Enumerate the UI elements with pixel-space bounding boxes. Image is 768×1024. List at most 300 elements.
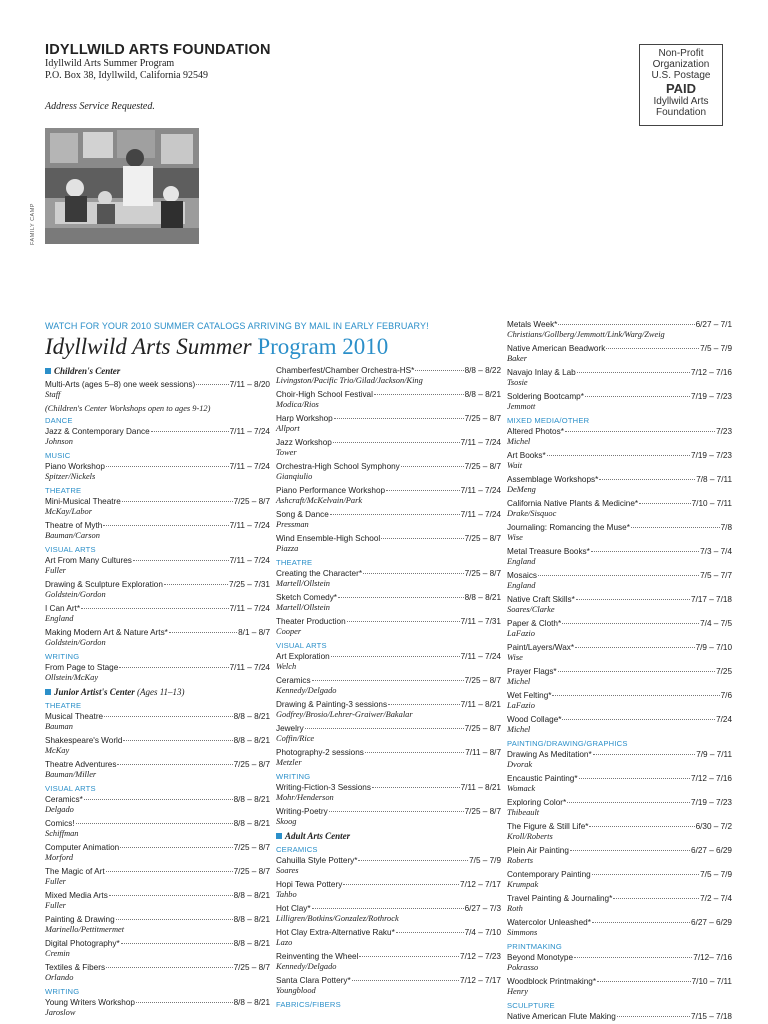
course-instructors: Skoog bbox=[276, 817, 297, 826]
course-entry bbox=[45, 462, 270, 482]
course-instructors: Michel bbox=[507, 725, 531, 734]
course-entry bbox=[276, 748, 501, 768]
dot-leader bbox=[589, 826, 694, 827]
course-dates: 7/11 – 7/24 bbox=[460, 438, 501, 447]
course-entry bbox=[507, 475, 732, 495]
course-dates: 7/17 – 7/18 bbox=[691, 595, 732, 604]
course-dates: 7/5 – 7/9 bbox=[469, 856, 501, 865]
course-title: Beyond Monotype bbox=[507, 953, 573, 962]
dot-leader bbox=[575, 647, 695, 648]
course-instructors: Lazo bbox=[276, 938, 293, 947]
course-dates: 6/30 – 7/2 bbox=[695, 822, 732, 831]
category-heading: MIXED MEDIA/OTHER bbox=[507, 416, 590, 425]
dot-leader bbox=[76, 823, 233, 824]
course-dates: 7/12 – 7/17 bbox=[460, 880, 501, 889]
dot-leader bbox=[552, 695, 719, 696]
course-entry bbox=[45, 963, 270, 983]
course-dates: 7/5 – 7/9 bbox=[700, 870, 732, 879]
course-dates: 8/8 – 8/21 bbox=[233, 915, 270, 924]
course-dates: 7/11 – 8/21 bbox=[460, 783, 501, 792]
course-dates: 7/11 – 7/24 bbox=[460, 486, 501, 495]
course-instructors: Kennedy/Delgado bbox=[276, 686, 337, 695]
postage-line: Organization bbox=[652, 59, 710, 70]
course-dates: 7/19 – 7/23 bbox=[691, 392, 732, 401]
dot-leader bbox=[538, 575, 699, 576]
dot-leader bbox=[396, 932, 464, 933]
postage-line: U.S. Postage bbox=[651, 70, 711, 81]
course-entry bbox=[276, 904, 501, 924]
dot-leader bbox=[120, 847, 232, 848]
dot-leader bbox=[106, 871, 233, 872]
dot-leader bbox=[330, 514, 460, 515]
category-heading: PRINTMAKING bbox=[507, 942, 562, 951]
course-dates: 7/12 – 7/16 bbox=[691, 774, 732, 783]
course-entry bbox=[507, 320, 732, 340]
course-entry bbox=[45, 736, 270, 756]
course-instructors: Cooper bbox=[276, 627, 302, 636]
course-instructors: Christians/Gollberg/Jemmott/Link/Warg/Zweig bbox=[507, 330, 665, 339]
dot-leader bbox=[358, 860, 468, 861]
course-instructors: Delgado bbox=[45, 805, 74, 814]
dot-leader bbox=[565, 431, 715, 432]
category-heading: THEATRE bbox=[45, 701, 82, 710]
course-instructors: DeMeng bbox=[507, 485, 536, 494]
course-dates: 7/11 – 7/24 bbox=[460, 510, 501, 519]
course-instructors: Bauman/Miller bbox=[45, 770, 97, 779]
course-title: Creating the Character* bbox=[276, 569, 363, 578]
course-title: Writing-Poetry bbox=[276, 807, 328, 816]
title-part: Idyllwild Arts Summer bbox=[45, 334, 258, 359]
org-name: IDYLLWILD ARTS FOUNDATION bbox=[45, 42, 271, 58]
dot-leader bbox=[567, 802, 690, 803]
course-dates: 7/25 – 7/31 bbox=[229, 580, 270, 589]
dot-leader bbox=[84, 799, 233, 800]
course-entry bbox=[276, 856, 501, 876]
photo-credit: FAMILY CAMP bbox=[30, 203, 36, 245]
course-title: Jazz Workshop bbox=[276, 438, 332, 447]
course-entry bbox=[276, 783, 501, 803]
dot-leader bbox=[617, 1016, 690, 1017]
category-heading: SCULPTURE bbox=[507, 1001, 555, 1010]
course-entry bbox=[45, 628, 270, 648]
dot-leader bbox=[334, 418, 464, 419]
course-instructors: England bbox=[45, 614, 74, 623]
section-marker bbox=[276, 833, 282, 839]
dot-leader bbox=[123, 740, 232, 741]
course-title: Jazz & Contemporary Dance bbox=[45, 427, 150, 436]
course-dates: 7/6 bbox=[720, 691, 732, 700]
section-heading bbox=[276, 831, 350, 841]
dot-leader bbox=[401, 466, 464, 467]
course-dates: 7/4 – 7/5 bbox=[700, 619, 732, 628]
dot-leader bbox=[386, 490, 460, 491]
course-instructors: Dvorak bbox=[507, 760, 533, 769]
course-entry bbox=[45, 521, 270, 541]
section-note: (Children's Center Workshops open to ages 9-12) bbox=[45, 404, 211, 413]
course-entry bbox=[276, 569, 501, 589]
course-instructors: Allport bbox=[276, 424, 300, 433]
catalog-banner: WATCH FOR YOUR 2010 SUMMER CATALOGS ARRIVING BY MAIL IN EARLY FEBRUARY! bbox=[45, 321, 429, 331]
course-instructors: Youngblood bbox=[276, 986, 316, 995]
dot-leader bbox=[388, 704, 460, 705]
course-instructors: Krumpak bbox=[507, 880, 539, 889]
dot-leader bbox=[329, 811, 464, 812]
course-title: Drawing & Painting-3 sessions bbox=[276, 700, 388, 709]
course-title: Musical Theatre bbox=[45, 712, 104, 721]
dot-leader bbox=[592, 922, 690, 923]
course-entry bbox=[45, 497, 270, 517]
course-dates: 7/25 – 8/7 bbox=[464, 414, 501, 423]
dot-leader bbox=[613, 898, 699, 899]
dot-leader bbox=[106, 466, 229, 467]
course-dates: 7/25 – 8/7 bbox=[464, 724, 501, 733]
course-instructors: Goldstein/Gordon bbox=[45, 590, 106, 599]
course-dates: 7/25 – 8/7 bbox=[233, 867, 270, 876]
course-dates: 7/25 – 8/7 bbox=[464, 569, 501, 578]
category-heading: WRITING bbox=[45, 987, 80, 996]
dot-leader bbox=[359, 956, 459, 957]
course-title: Altered Photos* bbox=[507, 427, 564, 436]
course-instructors: Marinello/Pettitmermet bbox=[45, 925, 125, 934]
course-title: Cahuilla Style Pottery* bbox=[276, 856, 358, 865]
course-title: Piano Performance Workshop bbox=[276, 486, 386, 495]
course-title: Watercolor Unleashed* bbox=[507, 918, 591, 927]
course-instructors: Staff bbox=[45, 390, 61, 399]
course-title: Prayer Flags* bbox=[507, 667, 557, 676]
course-dates: 7/25 bbox=[716, 667, 732, 676]
category-heading: VISUAL ARTS bbox=[45, 784, 96, 793]
course-instructors: Fuller bbox=[45, 901, 66, 910]
course-title: Encaustic Painting* bbox=[507, 774, 578, 783]
dot-leader bbox=[606, 348, 699, 349]
course-instructors: Fuller bbox=[45, 877, 66, 886]
course-entry bbox=[45, 867, 270, 887]
course-entry bbox=[507, 715, 732, 735]
category-heading: MUSIC bbox=[45, 451, 71, 460]
course-entry bbox=[507, 344, 732, 364]
section-title: Children's Center bbox=[54, 366, 121, 376]
course-instructors: Kennedy/Delgado bbox=[276, 962, 337, 971]
course-dates: 7/25 – 8/7 bbox=[464, 807, 501, 816]
course-dates: 7/11 – 7/24 bbox=[229, 462, 270, 471]
course-entry bbox=[276, 366, 501, 386]
postage-footer: Idyllwild Arts bbox=[653, 96, 709, 107]
course-dates: 6/27 – 6/29 bbox=[691, 918, 732, 927]
course-instructors: Wait bbox=[507, 461, 523, 470]
course-title: I Can Art* bbox=[45, 604, 81, 613]
course-title: Chamberfest/Chamber Orchestra-HS* bbox=[276, 366, 415, 375]
dot-leader bbox=[599, 479, 695, 480]
course-entry bbox=[45, 998, 270, 1018]
course-title: Multi-Arts (ages 5–8) one week sessions) bbox=[45, 380, 196, 389]
course-instructors: Baker bbox=[507, 354, 527, 363]
course-entry bbox=[507, 1012, 732, 1022]
course-entry bbox=[507, 595, 732, 615]
course-entry bbox=[507, 774, 732, 794]
course-title: Wind Ensemble-High School bbox=[276, 534, 381, 543]
course-dates: 8/8 – 8/21 bbox=[233, 712, 270, 721]
course-title: Harp Workshop bbox=[276, 414, 333, 423]
course-instructors: England bbox=[507, 557, 536, 566]
course-instructors: Morford bbox=[45, 853, 74, 862]
course-entry bbox=[507, 427, 732, 447]
course-entry bbox=[276, 390, 501, 410]
dot-leader bbox=[558, 324, 694, 325]
course-entry bbox=[276, 438, 501, 458]
course-entry bbox=[276, 486, 501, 506]
org-line: Idyllwild Arts Summer Program bbox=[45, 58, 175, 69]
course-title: The Magic of Art bbox=[45, 867, 105, 876]
course-dates: 7/11 – 7/31 bbox=[460, 617, 501, 626]
section-aside: (Ages 11–13) bbox=[136, 687, 185, 697]
course-title: Song & Dance bbox=[276, 510, 329, 519]
course-title: Navajo Inlay & Lab bbox=[507, 368, 576, 377]
course-entry bbox=[276, 807, 501, 827]
course-entry bbox=[45, 760, 270, 780]
course-title: Choir-High School Festival bbox=[276, 390, 373, 399]
course-dates: 7/15 – 7/18 bbox=[691, 1012, 732, 1021]
postage-paid: PAID bbox=[665, 81, 697, 96]
course-dates: 7/11 – 7/24 bbox=[229, 556, 270, 565]
dot-leader bbox=[562, 623, 699, 624]
course-entry bbox=[276, 510, 501, 530]
course-entry bbox=[276, 976, 501, 996]
category-heading: DANCE bbox=[45, 416, 73, 425]
course-entry bbox=[507, 846, 732, 866]
dot-leader bbox=[121, 943, 233, 944]
category-heading: WRITING bbox=[45, 652, 80, 661]
course-entry bbox=[276, 928, 501, 948]
course-entry bbox=[45, 939, 270, 959]
course-dates: 7/8 bbox=[720, 523, 732, 532]
category-heading: PAINTING/DRAWING/GRAPHICS bbox=[507, 739, 628, 748]
course-entry bbox=[45, 712, 270, 732]
course-instructors: Pressman bbox=[276, 520, 309, 529]
course-title: Plein Air Painting bbox=[507, 846, 569, 855]
course-dates: 7/5 – 7/7 bbox=[700, 571, 732, 580]
course-title: Art Books* bbox=[507, 451, 546, 460]
course-dates: 7/24 bbox=[716, 715, 732, 724]
course-dates: 7/11 – 8/20 bbox=[229, 380, 270, 389]
dot-leader bbox=[372, 787, 460, 788]
course-dates: 7/11 – 7/24 bbox=[229, 663, 270, 672]
course-title: Orchestra-High School Symphony bbox=[276, 462, 400, 471]
course-entry bbox=[507, 547, 732, 567]
course-entry bbox=[507, 894, 732, 914]
course-dates: 7/25 – 8/7 bbox=[233, 963, 270, 972]
course-title: Comics! bbox=[45, 819, 75, 828]
course-title: Paper & Cloth* bbox=[507, 619, 562, 628]
course-instructors: Michel bbox=[507, 437, 531, 446]
course-entry bbox=[276, 652, 501, 672]
course-title: Native American Flute Making bbox=[507, 1012, 616, 1021]
course-title: From Page to Stage bbox=[45, 663, 119, 672]
course-entry bbox=[45, 556, 270, 576]
course-instructors: Metzler bbox=[276, 758, 302, 767]
dot-leader bbox=[347, 621, 460, 622]
course-instructors: Soares bbox=[276, 866, 299, 875]
section-title: Junior Artist's Center bbox=[54, 687, 135, 697]
course-entry bbox=[276, 676, 501, 696]
course-instructors: Womack bbox=[507, 784, 536, 793]
course-title: Paint/Layers/Wax* bbox=[507, 643, 575, 652]
dot-leader bbox=[593, 754, 696, 755]
course-entry bbox=[45, 663, 270, 683]
course-instructors: Michel bbox=[507, 677, 531, 686]
course-title: Metal Treasure Books* bbox=[507, 547, 590, 556]
course-dates: 7/11 – 7/24 bbox=[229, 521, 270, 530]
course-title: Soldering Bootcamp* bbox=[507, 392, 584, 401]
course-instructors: Gianqiulio bbox=[276, 472, 313, 481]
course-title: Digital Photography* bbox=[45, 939, 120, 948]
course-dates: 7/25 – 8/7 bbox=[233, 760, 270, 769]
dot-leader bbox=[547, 455, 690, 456]
course-entry bbox=[45, 843, 270, 863]
course-instructors: Tsosie bbox=[507, 378, 528, 387]
course-instructors: Spitzer/Nickels bbox=[45, 472, 96, 481]
course-instructors: LaFazio bbox=[507, 629, 535, 638]
category-heading: CERAMICS bbox=[276, 845, 318, 854]
course-title: Sketch Comedy* bbox=[276, 593, 337, 602]
course-dates: 7/12 – 7/17 bbox=[460, 976, 501, 985]
course-title: Drawing & Sculpture Exploration bbox=[45, 580, 163, 589]
course-instructors: Jemmott bbox=[507, 402, 536, 411]
course-instructors: Godfrey/Brosio/Lehrer-Graiwer/Bakalar bbox=[276, 710, 413, 719]
dot-leader bbox=[585, 396, 690, 397]
dot-leader bbox=[352, 980, 459, 981]
course-dates: 7/25 – 8/7 bbox=[233, 843, 270, 852]
course-entry bbox=[507, 619, 732, 639]
category-heading: VISUAL ARTS bbox=[276, 641, 327, 650]
course-title: Woodblock Printmaking* bbox=[507, 977, 597, 986]
course-instructors: Jaroslow bbox=[45, 1008, 76, 1017]
course-instructors: Ollstein/McKay bbox=[45, 673, 99, 682]
course-entry bbox=[276, 952, 501, 972]
dot-leader bbox=[415, 370, 463, 371]
course-instructors: Ashcraft/McKelvain/Park bbox=[276, 496, 363, 505]
category-heading: FABRICS/FIBERS bbox=[276, 1000, 341, 1009]
course-dates: 8/8 – 8/21 bbox=[464, 390, 501, 399]
course-entry bbox=[276, 414, 501, 434]
section-marker bbox=[45, 689, 51, 695]
course-title: Native American Beadwork bbox=[507, 344, 606, 353]
course-title: Journaling: Romancing the Muse* bbox=[507, 523, 630, 532]
dot-leader bbox=[570, 850, 690, 851]
course-title: Reinventing the Wheel bbox=[276, 952, 359, 961]
course-entry bbox=[507, 822, 732, 842]
course-instructors: Orlando bbox=[45, 973, 74, 982]
course-instructors: Fuller bbox=[45, 566, 66, 575]
course-dates: 7/11 – 7/24 bbox=[229, 604, 270, 613]
course-dates: 7/11 – 7/24 bbox=[460, 652, 501, 661]
dot-leader bbox=[639, 503, 691, 504]
course-instructors: Johnson bbox=[45, 437, 73, 446]
course-dates: 6/27 – 7/3 bbox=[464, 904, 501, 913]
course-entry bbox=[507, 368, 732, 388]
dot-leader bbox=[363, 573, 464, 574]
dot-leader bbox=[117, 764, 232, 765]
course-instructors: Wise bbox=[507, 653, 523, 662]
course-title: Photography-2 sessions bbox=[276, 748, 364, 757]
course-instructors: Martell/Ollstein bbox=[276, 603, 330, 612]
course-entry bbox=[45, 891, 270, 911]
course-instructors: Welch bbox=[276, 662, 297, 671]
course-instructors: Pokrasso bbox=[507, 963, 539, 972]
course-dates: 7/25 – 8/7 bbox=[464, 676, 501, 685]
section-title: Adult Arts Center bbox=[285, 831, 351, 841]
course-entry bbox=[45, 427, 270, 447]
org-address: P.O. Box 38, Idyllwild, California 92549 bbox=[45, 70, 209, 81]
course-dates: 7/19 – 7/23 bbox=[691, 798, 732, 807]
course-entry bbox=[507, 691, 732, 711]
course-title: Jewelry bbox=[276, 724, 304, 733]
dot-leader bbox=[574, 957, 692, 958]
course-entry bbox=[276, 880, 501, 900]
course-title: Piano Workshop bbox=[45, 462, 105, 471]
dot-leader bbox=[374, 394, 464, 395]
section-heading bbox=[45, 687, 185, 697]
course-dates: 6/27 – 7/1 bbox=[695, 320, 732, 329]
course-dates: 8/8 – 8/21 bbox=[464, 593, 501, 602]
course-dates: 7/19 – 7/23 bbox=[691, 451, 732, 460]
dot-leader bbox=[81, 608, 229, 609]
course-instructors: Tahbo bbox=[276, 890, 297, 899]
course-entry bbox=[45, 604, 270, 624]
course-dates: 7/5 – 7/9 bbox=[700, 344, 732, 353]
course-title: Hopi Tewa Pottery bbox=[276, 880, 343, 889]
course-entry bbox=[276, 700, 501, 720]
dot-leader bbox=[133, 560, 229, 561]
postage-indicia bbox=[639, 44, 723, 126]
postage-line: Non-Profit bbox=[658, 48, 704, 59]
course-entry bbox=[507, 977, 732, 997]
course-instructors: Wise bbox=[507, 533, 523, 542]
course-title: Writing-Fiction-3 Sessions bbox=[276, 783, 371, 792]
course-dates: 7/11 – 8/7 bbox=[465, 748, 501, 757]
course-entry bbox=[507, 392, 732, 412]
course-title: Exploring Color* bbox=[507, 798, 567, 807]
course-dates: 8/8 – 8/21 bbox=[233, 736, 270, 745]
course-instructors: LaFazio bbox=[507, 701, 535, 710]
dot-leader bbox=[577, 372, 690, 373]
course-dates: 7/4 – 7/10 bbox=[464, 928, 501, 937]
course-instructors: Goldstein/Gordon bbox=[45, 638, 106, 647]
course-title: Ceramics* bbox=[45, 795, 83, 804]
dot-leader bbox=[305, 728, 464, 729]
course-dates: 7/12– 7/16 bbox=[693, 953, 732, 962]
course-title: Contemporary Painting bbox=[507, 870, 591, 879]
dot-leader bbox=[104, 716, 232, 717]
course-title: Mini-Musical Theatre bbox=[45, 497, 121, 506]
title-part-highlight: Program 2010 bbox=[257, 334, 389, 359]
dot-leader bbox=[164, 584, 228, 585]
course-instructors: Lilligren/Botkins/Gonzalez/Rothrock bbox=[276, 914, 399, 923]
course-dates: 8/8 – 8/21 bbox=[233, 998, 270, 1007]
course-dates: 7/11 – 7/24 bbox=[229, 427, 270, 436]
course-instructors: Livingston/Pacific Trio/Gilad/Jackson/King bbox=[276, 376, 423, 385]
course-title: Santa Clara Pottery* bbox=[276, 976, 351, 985]
page-title bbox=[45, 334, 388, 360]
course-dates: 7/10 – 7/11 bbox=[691, 499, 732, 508]
course-title: Native Craft Skills* bbox=[507, 595, 575, 604]
dot-leader bbox=[116, 919, 233, 920]
course-title: California Native Plants & Medicine* bbox=[507, 499, 639, 508]
course-title: Art Exploration bbox=[276, 652, 330, 661]
course-dates: 7/2 – 7/4 bbox=[700, 894, 732, 903]
dot-leader bbox=[331, 656, 460, 657]
course-dates: 7/23 bbox=[716, 427, 732, 436]
course-entry bbox=[507, 523, 732, 543]
